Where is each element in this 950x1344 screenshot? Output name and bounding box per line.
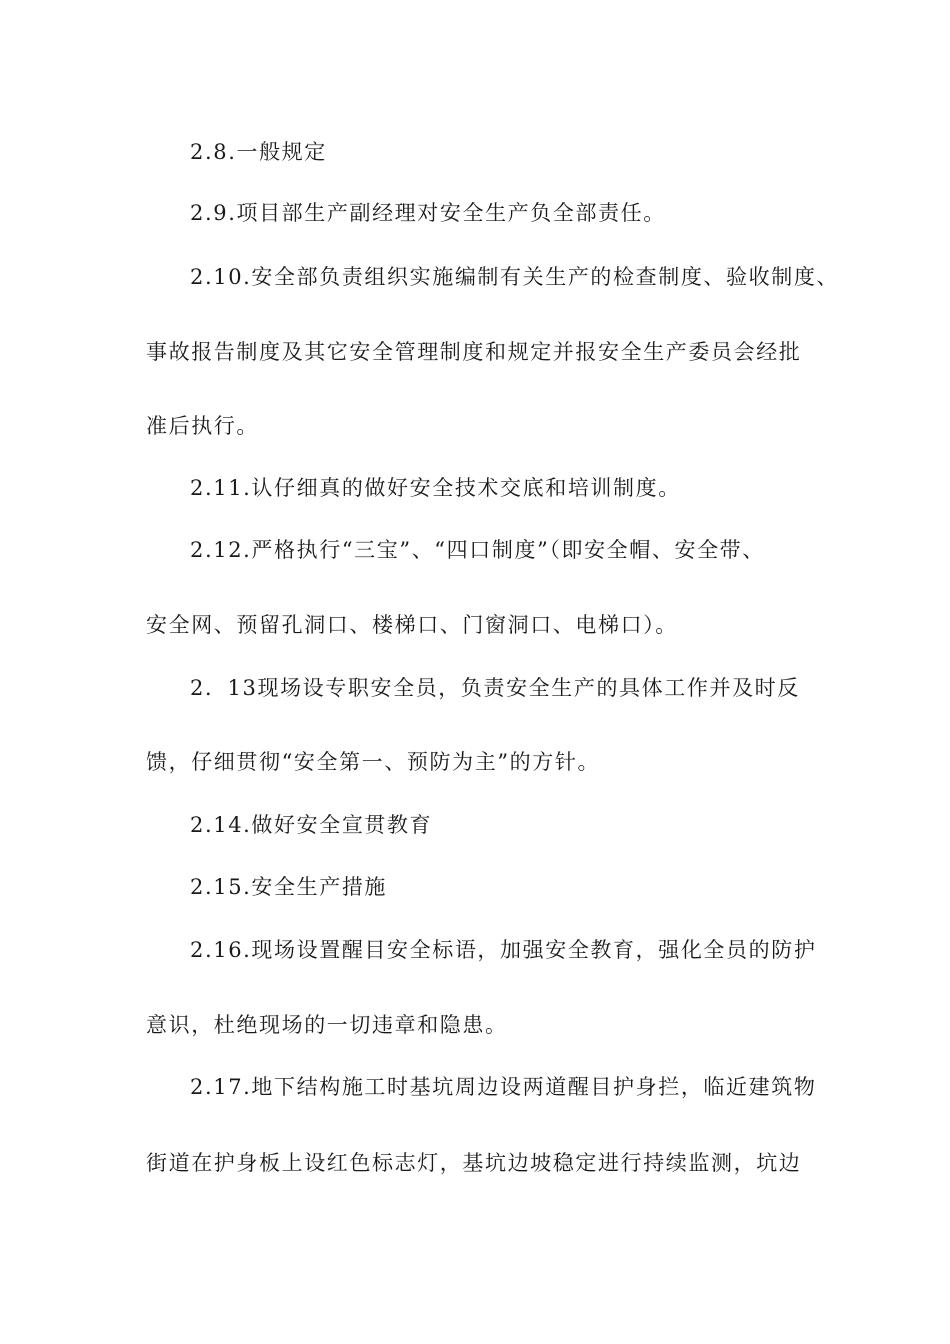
text-line-2-17: 2.17.地下结构施工时基坑周边设两道醒目护身拦，临近建筑物 — [190, 1075, 817, 1099]
text-line-2-10-cont-1: 事故报告制度及其它安全管理制度和规定并报安全生产委员会经批 — [146, 340, 802, 364]
text-line-2-9: 2.9.项目部生产副经理对安全生产负全部责任。 — [190, 201, 666, 225]
text-line-2-13: 2．13现场设专职安全员，负责安全生产的具体工作并及时反 — [190, 676, 800, 700]
text-line-2-12: 2.12.严格执行“三宝”、“四口制度”（即安全帽、安全带、 — [190, 538, 765, 562]
text-line-2-13-cont: 馈，仔细贯彻“安全第一、预防为主”的方针。 — [146, 750, 601, 774]
text-line-2-10-cont-2: 准后执行。 — [146, 414, 259, 438]
text-line-2-14: 2.14.做好安全宣贯教育 — [190, 813, 433, 837]
text-line-2-17-cont: 街道在护身板上设红色标志灯，基坑边坡稳定进行持续监测，坑边 — [146, 1151, 802, 1175]
text-line-2-10: 2.10.安全部负责组织实施编制有关生产的检查制度、验收制度、 — [190, 265, 840, 289]
text-line-2-16: 2.16.现场设置醒目安全标语，加强安全教育，强化全员的防护 — [190, 938, 817, 962]
text-line-2-12-cont: 安全网、预留孔洞口、楼梯口、门窗洞口、电梯口）。 — [146, 613, 678, 637]
text-line-2-16-cont: 意识，杜绝现场的一切违章和隐患。 — [146, 1013, 508, 1037]
text-line-2-8: 2.8.一般规定 — [190, 140, 327, 164]
text-line-2-11: 2.11.认仔细真的做好安全技术交底和培训制度。 — [190, 476, 681, 500]
text-line-2-15: 2.15.安全生产措施 — [190, 875, 388, 899]
